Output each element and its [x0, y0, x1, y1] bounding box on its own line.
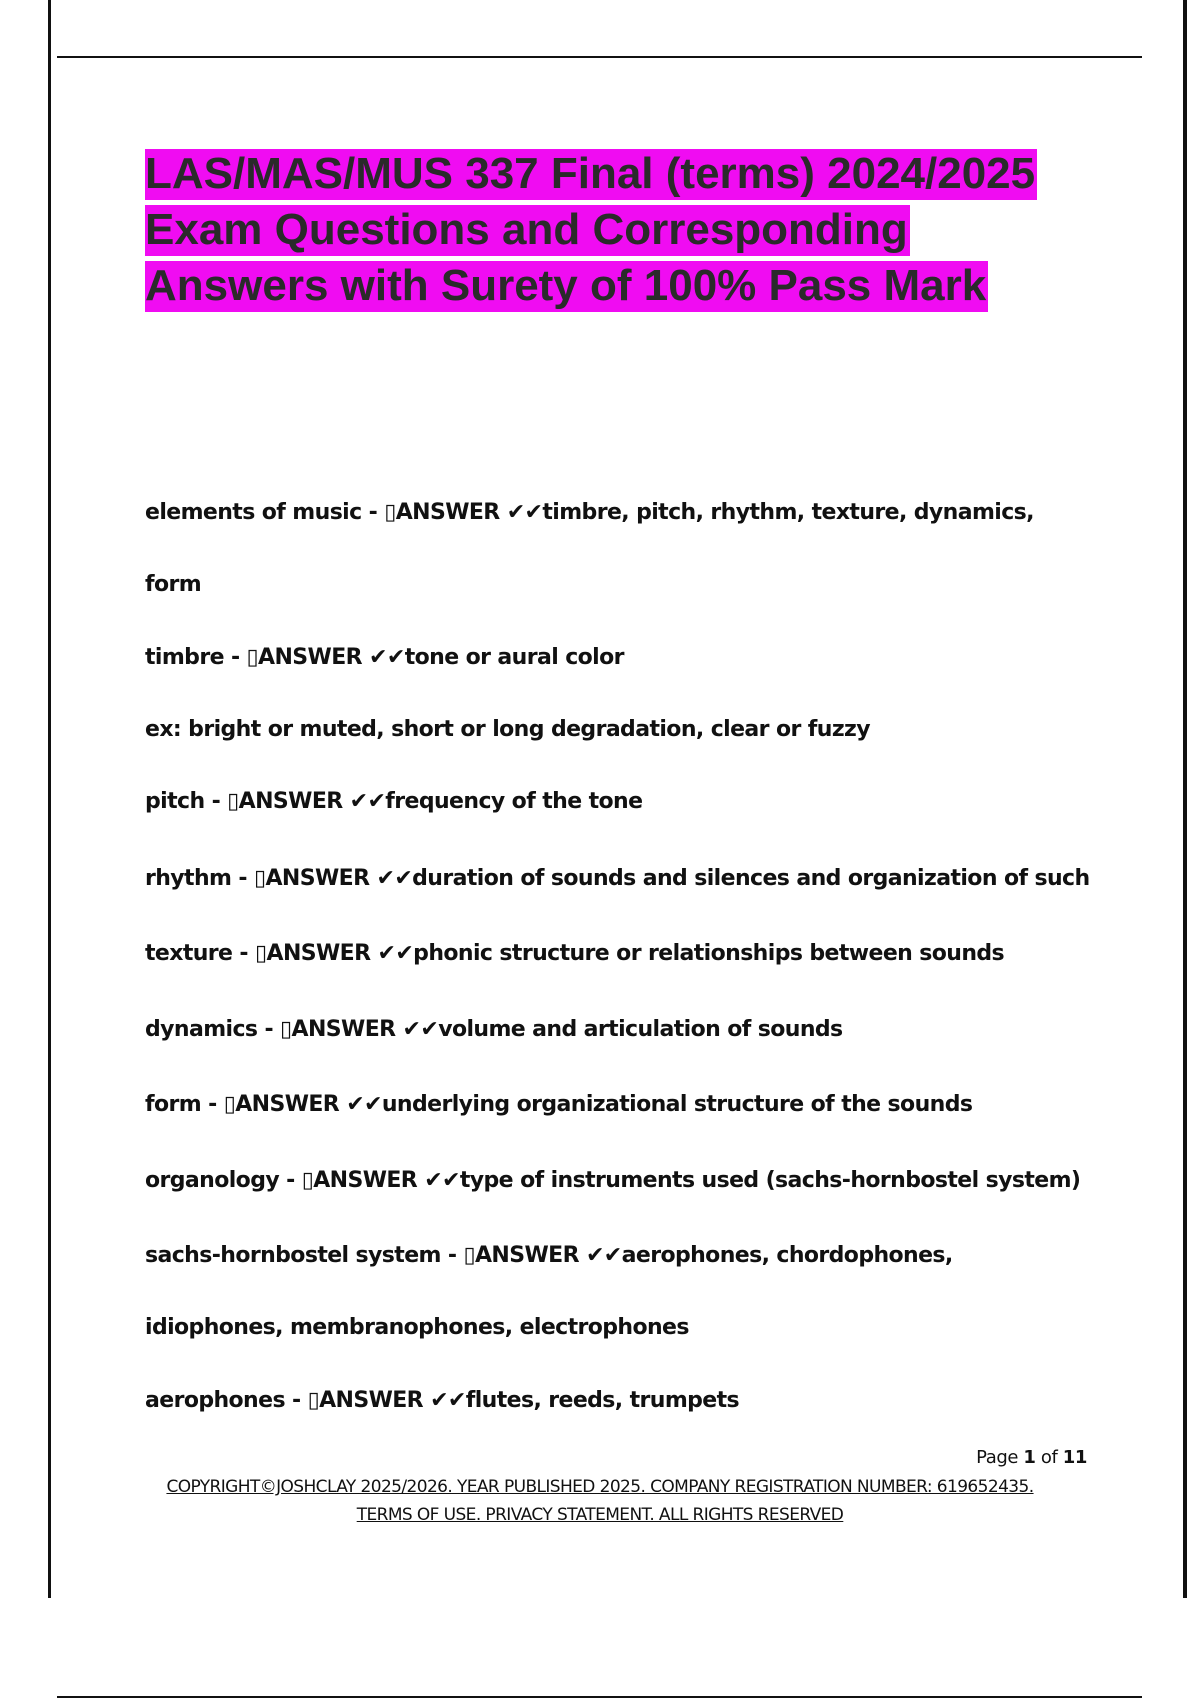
page-number [976, 1447, 1087, 1468]
qa-line: timbre - ▯ANSWER ✔✔tone or aural color [145, 645, 624, 670]
qa-line: form - ▯ANSWER ✔✔underlying organizational structure of the sounds [145, 1092, 973, 1117]
title-highlight: LAS/MAS/MUS 337 Final (terms) 2024/2025 Exam Questions and Corresponding Answers with Surety of 100% Pass Mark [145, 149, 1036, 310]
qa-line: elements of music - ▯ANSWER ✔✔timbre, pitch, rhythm, texture, dynamics, [145, 500, 1034, 525]
page-label: Page [976, 1447, 1019, 1468]
qa-line: sachs-hornbostel system - ▯ANSWER ✔✔aerophones, chordophones, [145, 1243, 953, 1268]
qa-line: idiophones, membranophones, electrophones [145, 1315, 689, 1340]
page-border-left [48, 0, 51, 1598]
qa-line: pitch - ▯ANSWER ✔✔frequency of the tone [145, 789, 643, 814]
qa-line: ex: bright or muted, short or long degradation, clear or fuzzy [145, 717, 870, 742]
page-border-right [1183, 0, 1187, 1598]
page-current: 1 [1023, 1447, 1036, 1468]
copyright-notice: COPYRIGHT©JOSHCLAY 2025/2026. YEAR PUBLISHED 2025. COMPANY REGISTRATION NUMBER: 619652435. TERMS OF USE. PRIVACY STATEMENT. ALL RIGHTS RESERVED [166, 1477, 1034, 1525]
qa-line: aerophones - ▯ANSWER ✔✔flutes, reeds, trumpets [145, 1388, 740, 1413]
document-title [145, 146, 1075, 314]
qa-line: texture - ▯ANSWER ✔✔phonic structure or relationships between sounds [145, 941, 1005, 966]
qa-line: dynamics - ▯ANSWER ✔✔volume and articulation of sounds [145, 1017, 843, 1042]
page-total: 11 [1062, 1447, 1087, 1468]
qa-line: organology - ▯ANSWER ✔✔type of instruments used (sachs-hornbostel system) [145, 1168, 1081, 1193]
footer-rule [57, 1696, 1142, 1698]
header-rule [57, 56, 1142, 58]
qa-line: form [145, 572, 202, 597]
qa-line: rhythm - ▯ANSWER ✔✔duration of sounds and silences and organization of such [145, 866, 1090, 891]
page-of: of [1040, 1447, 1058, 1468]
